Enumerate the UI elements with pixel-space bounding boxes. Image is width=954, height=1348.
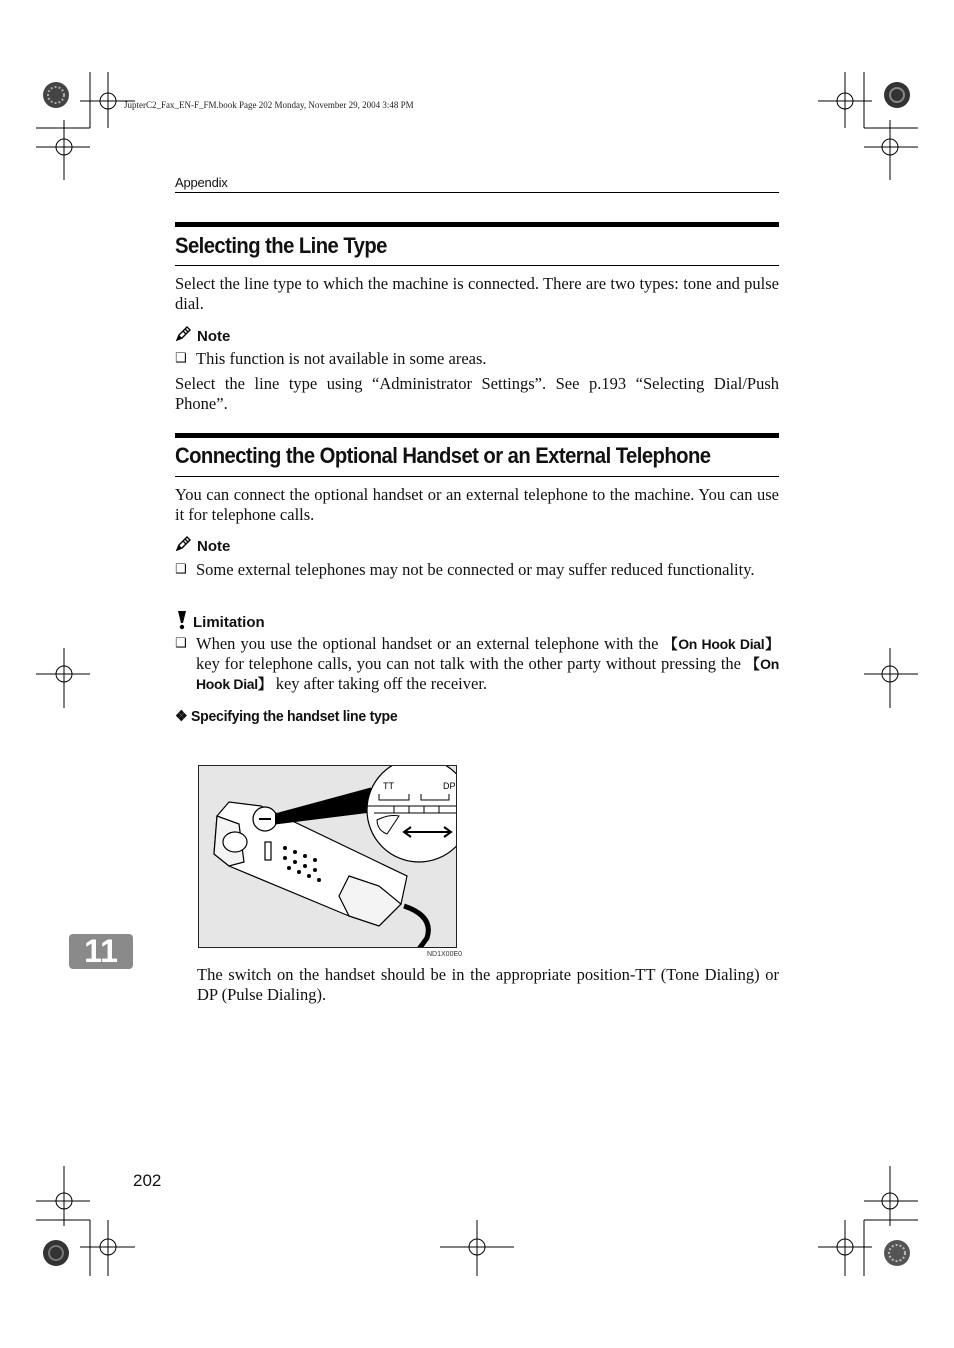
label-tt: TT [383, 781, 394, 791]
note-item-text: This function is not available in some areas. [196, 349, 487, 368]
note-label: Note [197, 327, 231, 345]
section-title-handset: Connecting the Optional Handset or an External Telephone [175, 443, 711, 468]
section-title-line-type: Selecting the Line Type [175, 233, 387, 258]
limitation-heading [175, 610, 265, 634]
limitation-text-part: When you use the optional handset or an external telephone with the [196, 634, 664, 653]
section-title-rule [175, 265, 779, 266]
note-item-text: Some external telephones may not be connected or may suffer reduced functionality. [196, 560, 755, 579]
page-number: 202 [133, 1171, 162, 1190]
limitation-text-part: key for telephone calls, you can not talk with the other party without pressing the [196, 654, 746, 673]
checkbox-square-icon: ❑ [175, 562, 187, 577]
chapter-tab: 11 [69, 934, 133, 969]
section-top-rule [175, 222, 779, 227]
note-item [175, 560, 779, 580]
header-rule [175, 192, 779, 193]
section-top-rule [175, 433, 779, 438]
limitation-label: Limitation [193, 613, 265, 631]
pencil-icon [175, 326, 193, 346]
note-followup: Select the line type using “Administrator Settings”. See p.193 “Selecting Dial/Push Phone”. [175, 374, 779, 413]
handset-illustration [198, 765, 457, 948]
section-intro: Select the line type to which the machine is connected. There are two types: tone and pulse dial. [175, 274, 779, 313]
section-intro: You can connect the optional handset or an external telephone to the machine. You can use it for telephone calls. [175, 485, 779, 524]
figure-caption: The switch on the handset should be in the appropriate position-TT (Tone Dialing) or DP (Pulse Dialing). [197, 965, 779, 1004]
pencil-icon [175, 536, 193, 556]
on-hook-dial-key: 【On Hook Dial】 [196, 656, 780, 692]
limitation-text [196, 634, 779, 694]
note-item [175, 349, 779, 369]
limitation-text-part: key after taking off the receiver. [271, 674, 488, 693]
on-hook-dial-key: 【On Hook Dial】 [663, 636, 779, 652]
figure-code: ND1X00E0 [427, 951, 463, 958]
checkbox-square-icon: ❑ [175, 636, 187, 651]
note-heading [175, 326, 230, 346]
checkbox-square-icon: ❑ [175, 351, 187, 366]
running-head: Appendix [175, 175, 228, 190]
label-dp: DP [443, 781, 456, 791]
subheading-handset-line-type: ❖ Specifying the handset line type [175, 708, 398, 725]
note-heading [175, 536, 230, 556]
limitation-item [175, 634, 779, 694]
handset-drawing [199, 766, 457, 948]
exclamation-icon [175, 610, 189, 634]
note-label: Note [197, 537, 231, 555]
print-header: JupterC2_Fax_EN-F_FM.book Page 202 Monday, November 29, 2004 3:48 PM [124, 100, 414, 110]
section-title-rule [175, 476, 779, 477]
